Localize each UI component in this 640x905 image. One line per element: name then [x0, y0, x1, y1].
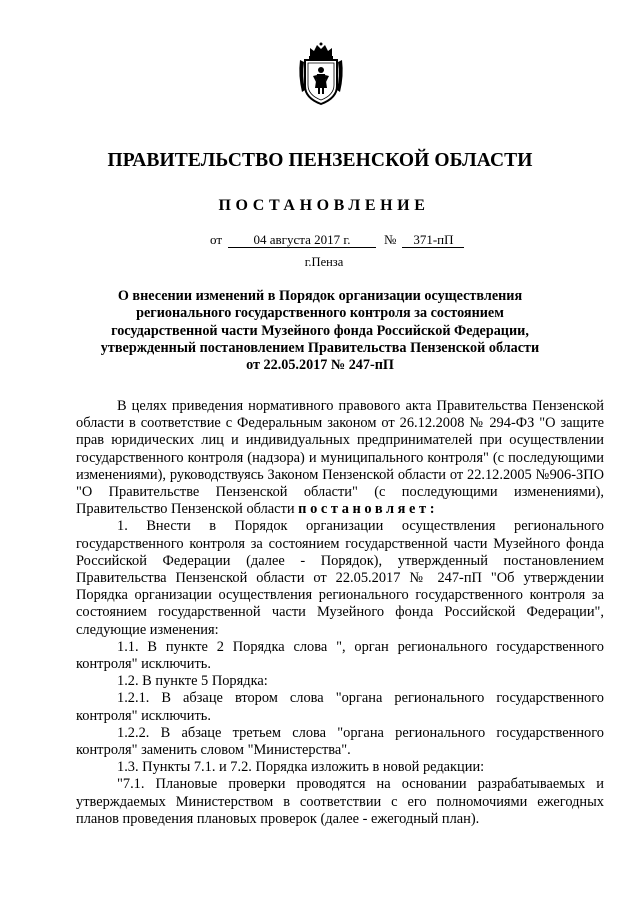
- body-paragraph: 1.2. В пункте 5 Порядка:: [117, 673, 268, 690]
- coat-of-arms-emblem: [296, 42, 346, 108]
- body-paragraph: "7.1. Плановые проверки проводятся на основании разрабатываемых и утверждаемых Министерством в соответствии с его полномочиями ежегодных планов проведения плановых проверок (далее - ежегодный план).: [76, 776, 604, 827]
- number-label: №: [384, 232, 397, 247]
- document-body: [76, 398, 604, 828]
- body-paragraph: 1.3. Пункты 7.1. и 7.2. Порядка изложить в новой редакции:: [117, 759, 485, 776]
- body-paragraph: 1.1. В пункте 2 Порядка слова ", орган регионального государственного контроля" исключить.: [76, 638, 604, 673]
- body-paragraph: 1. Внести в Порядок организации осуществления регионального государственного контроля за состоянием государственной части Музейного фонда Российской Федерации (далее - Порядок), утвержденный постановлением Правительства Пензенской области от 22.05.2017 № 247-пП "Об утверждении Порядка организации осуществления регионального государственного контроля за состоянием государственной части Музейного фонда Российской Федерации", следующие изменения:: [76, 518, 604, 638]
- document-title: О внесении изменений в Порядок организации осуществления регионального государственного контроля за состоянием государственной части Музейного фонда Российской Федерации, утвержденный постановлением Правительства Пензенской области от 22.05.2017 № 247-пП: [100, 288, 540, 374]
- body-paragraph: 1.2.1. В абзаце втором слова "органа регионального государственного контроля" исключить.: [76, 690, 604, 724]
- city: г.Пенза: [304, 255, 344, 269]
- body-paragraph: 1.2.2. В абзаце третьем слова "органа регионального государственного контроля" заменить словом "Министерства".: [76, 724, 604, 759]
- government-name: ПРАВИТЕЛЬСТВО ПЕНЗЕНСКОЙ ОБЛАСТИ: [107, 150, 533, 171]
- preamble-paragraph: [76, 398, 604, 518]
- date-label: от: [210, 232, 223, 247]
- document-type: ПОСТАНОВЛЕНИЕ: [218, 197, 430, 214]
- document-number: 371-пП: [402, 232, 464, 248]
- decree-word: постановляет:: [298, 501, 439, 518]
- document-date: 04 августа 2017 г.: [228, 232, 376, 248]
- date-number-line: [210, 232, 464, 248]
- preamble-text: В целях приведения нормативного правового акта Правительства Пензенской области в соответствие с Федеральным законом от 26.12.2008 № 294-ФЗ "О защите прав юридических лиц и индивидуальных предпринимателей при осуществлении государственного контроля (надзора) и муниципального контроля" (с последующими изменениями), руководствуясь Законом Пензенской области от 22.12.2005 №906-ЗПО "О Правительстве Пензенской области" (с последующими изменениями), Правительство Пензенской области: [76, 398, 604, 518]
